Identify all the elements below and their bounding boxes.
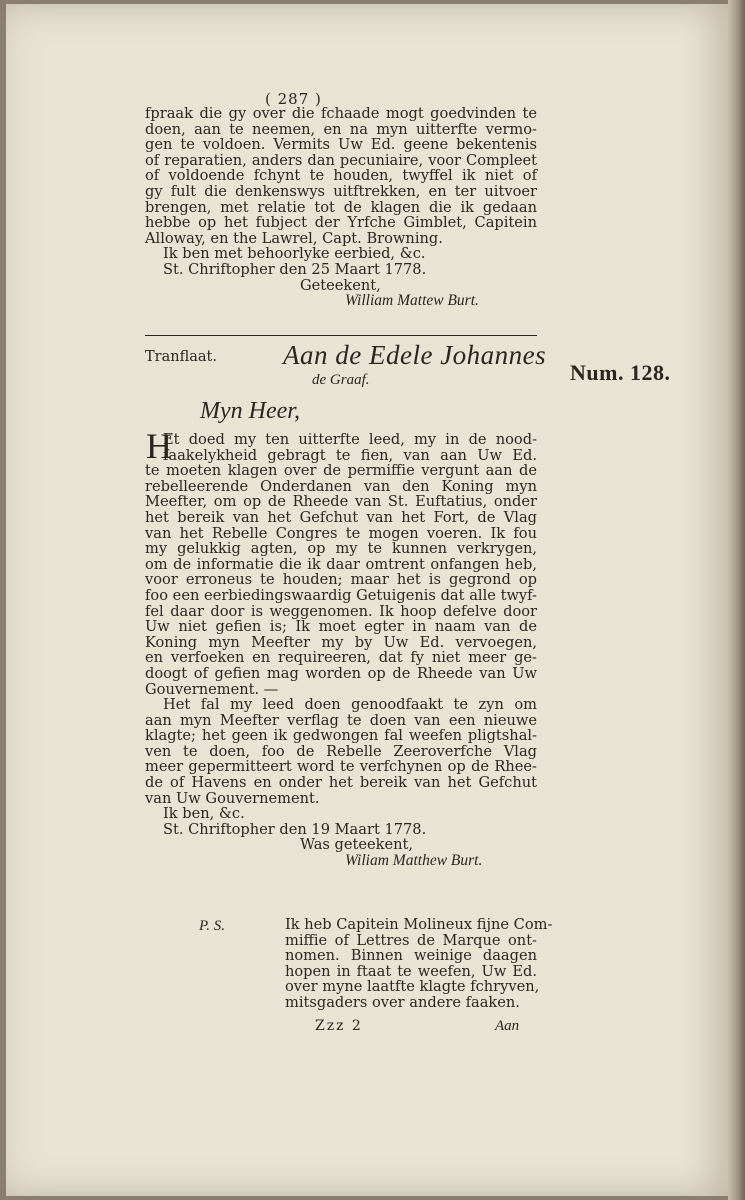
text-line: klagte; het geen ik gedwongen fal weefen pligtshal- [145, 727, 537, 745]
text-line: hebbe op het fubject der Yrfche Gimblet, Capitein [145, 214, 537, 232]
addressee-heading: Aan de Edele Johannes [283, 340, 547, 370]
binding-edge [728, 0, 745, 1200]
text-line: gen te voldoen. Vermits Uw Ed. geene bekentenis [145, 136, 537, 154]
salutation: Myn Heer, [200, 398, 300, 424]
text-line: nomen. Binnen weinige daagen [285, 947, 537, 965]
page-number: ( 287 ) [265, 90, 322, 108]
text-line: foo een eerbiedingswaardig Getuigenis dat alle twyf- [145, 586, 537, 604]
text-line: Ik heb Capitein Molineux fijne Com- [285, 916, 553, 933]
text-line: Koning myn Meefter my by Uw Ed. vervoegen, [145, 633, 537, 651]
place-date: St. Chriftopher den 19 Maart 1778. [163, 820, 427, 838]
text-line: om de informatie die ik daar omtrent onfangen heb, [145, 555, 537, 573]
text-line: rebelleerende Onderdanen van den Koning myn [145, 477, 537, 495]
text-line: of reparatien, anders dan pecuniaire, voor Compleet [145, 151, 537, 169]
text-line: brengen, met relatie tot de klagen die ik gedaan [145, 198, 537, 216]
text-line: over myne laatfte klagte fchryven, [285, 978, 540, 996]
text-line: Uw niet gefien is; Ik moet egter in naam van de [145, 618, 537, 636]
text-line: voor erroneus te houden; maar het is gegrond op [145, 571, 537, 589]
text-line: de of Havens en onder het bereik van het Gefchut [145, 774, 537, 792]
text-line: Gouvernement. — [145, 680, 279, 698]
closing-line: Ik ben met behoorlyke eerbied, &c. [163, 245, 426, 263]
text-line: Meefter, om op de Rheede van St. Euftatius, onder [145, 493, 537, 511]
text-line: en verfoeken en requireeren, dat fy niet meer ge- [145, 649, 537, 667]
text-line: het bereik van het Gefchut van het Fort, de Vlag [145, 508, 537, 526]
margin-number: Num. 128. [570, 360, 671, 385]
text-line: mitsgaders over andere faaken. [285, 993, 520, 1011]
text-line: van het Rebelle Congres te mogen voeren. Ik fou [145, 524, 537, 542]
addressee-subheading: de Graaf. [312, 372, 370, 388]
text-line: Et doed my ten uitterfte leed, my in de nood- [163, 431, 537, 448]
place-date: St. Chriftopher den 25 Maart 1778. [163, 260, 427, 278]
signed-label: Geteekent, [300, 276, 381, 294]
text-line: doen, aan te neemen, en na myn uitterfte vermo- [145, 120, 537, 138]
signed-label: Was geteekent, [300, 836, 414, 854]
text-line: ven te doen, foo de Rebelle Zeeroverfche Vlag [145, 742, 537, 760]
text-line: my gelukkig agten, op my te kunnen verkrygen, [145, 540, 537, 558]
text-line: gy fult die denkenswys uitftrekken, en ter uitvoer [145, 182, 537, 200]
signature: Wiliam Matthew Burt. [345, 852, 483, 870]
text-line: of voldoende fchynt te houden, twyffel ik niet of [145, 167, 537, 185]
text-line: hopen in ftaat te weefen, Uw Ed. [285, 962, 537, 980]
text-line: faakelykheid gebragt te fien, van aan Uw Ed. [163, 446, 537, 464]
text-line: Het fal my leed doen genoodfaakt te zyn om [163, 696, 537, 714]
text-line: van Uw Gouvernement. [145, 789, 320, 807]
text-line: miffie of Lettres de Marque ont- [285, 931, 537, 949]
signature: William Mattew Burt. [345, 292, 479, 310]
signature-mark: Zzz 2 [315, 1018, 363, 1034]
letter-one-body [145, 106, 537, 309]
text-line: fel daar door is weggenomen. Ik hoop defelve door [145, 602, 537, 620]
text-line: Alloway, en the Lawrel, Capt. Browning. [145, 229, 443, 247]
closing-line: Ik ben, &c. [163, 805, 245, 823]
drop-cap: H [146, 426, 172, 466]
text-line: te moeten klagen over de permiffie vergunt aan de [145, 462, 537, 480]
text-line: aan myn Meefter verflag te doen van een nieuwe [145, 711, 537, 729]
translation-label: Tranflaat. [145, 349, 217, 365]
letter-two-body [145, 432, 537, 869]
text-line: meer gepermitteert word te verfchynen op de Rhee- [145, 758, 537, 776]
text-line: doogt of gefien mag worden op de Rheede van Uw [145, 664, 537, 682]
postscript-label: P. S. [199, 918, 225, 934]
section-divider [145, 335, 537, 336]
catchword: Aan [495, 1018, 520, 1034]
postscript-body [285, 916, 553, 1011]
text-line: fpraak die gy over die fchaade mogt goedvinden te [145, 105, 537, 122]
